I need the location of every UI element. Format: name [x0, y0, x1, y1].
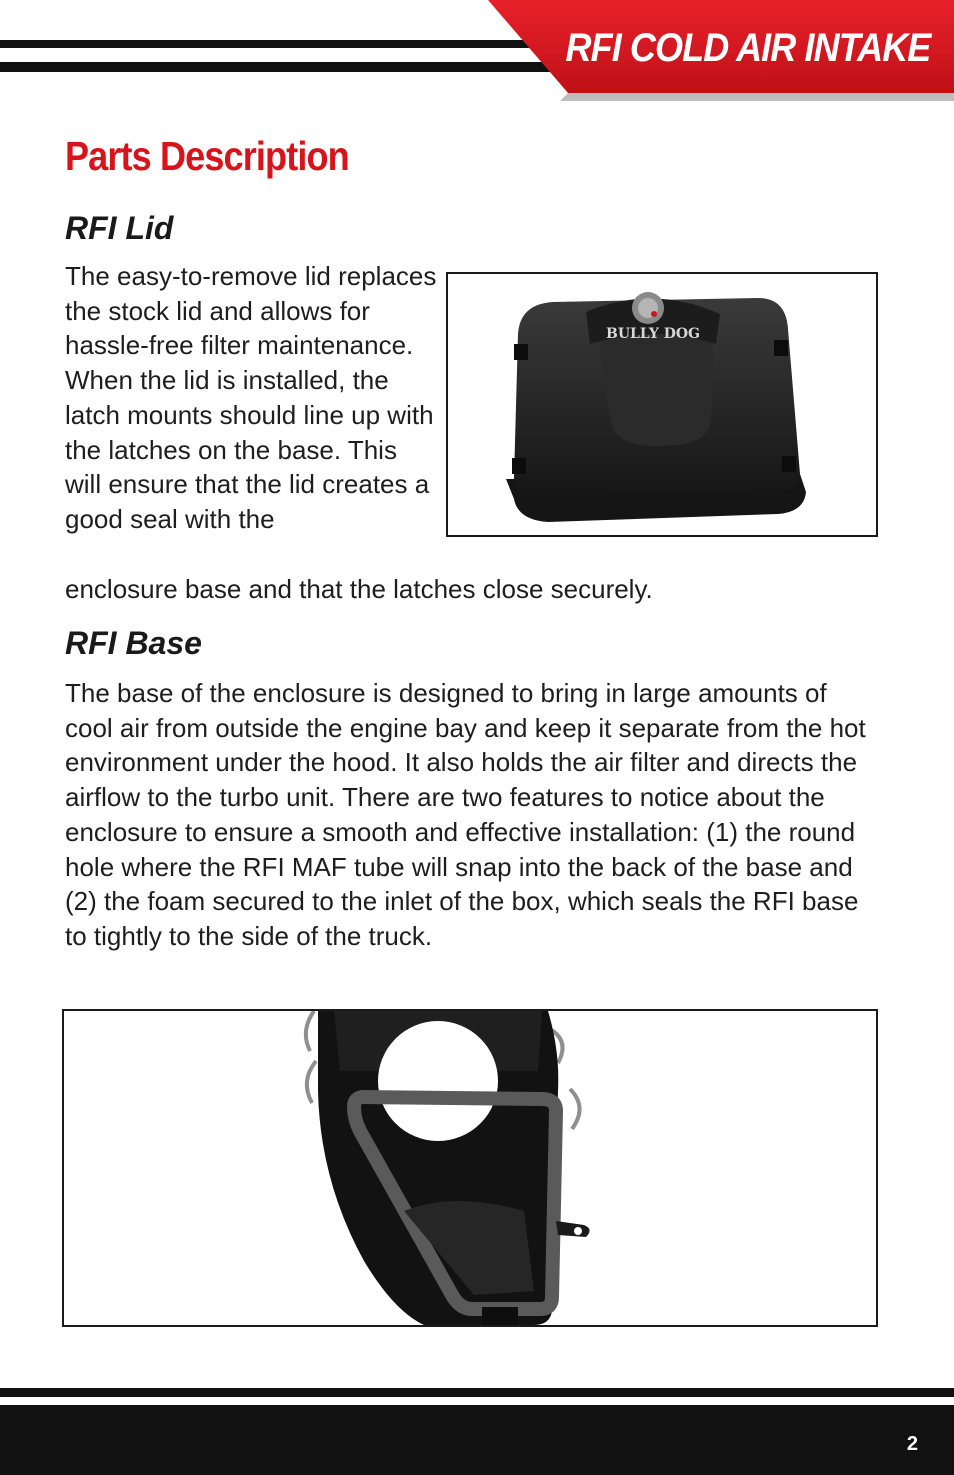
footer-rule [0, 1388, 954, 1397]
base-heading: RFI Base [65, 625, 202, 661]
lid-description: The easy-to-remove lid replaces the stock lid and allows for hassle-free filter maintenance. When the lid is installed, the latch mounts should line up with the latches on the base. This will ensure that the lid creates a good seal with the [65, 261, 437, 534]
base-description: The base of the enclosure is designed to bring in large amounts of cool air from outside the engine bay and keep it separate from the hot environment under the hood. It also holds the air filter and directs the airflow to the turbo unit. There are two features to notice about the enclosure to ensure a smooth and effective installation: (1) the round hole where the RFI MAF tube will snap into the back of the base and (2) the foam secured to the inlet of the box, which seals the RFI base to tightly to the side of the truck. [65, 678, 866, 951]
lid-heading: RFI Lid [65, 210, 174, 246]
lid-description-continued: enclosure base and that the latches close securely. [65, 574, 653, 604]
lid-image [446, 272, 878, 537]
page-number: 2 [906, 1433, 918, 1455]
header-title: RFI COLD AIR INTAKE [565, 26, 930, 70]
base-image [62, 1009, 878, 1327]
lid-illustration [448, 274, 876, 535]
footer-band [0, 1405, 954, 1475]
page-title: Parts Description [65, 133, 349, 179]
bully-dog-logo: BULLY DOG [606, 326, 700, 342]
base-illustration [64, 1011, 876, 1325]
